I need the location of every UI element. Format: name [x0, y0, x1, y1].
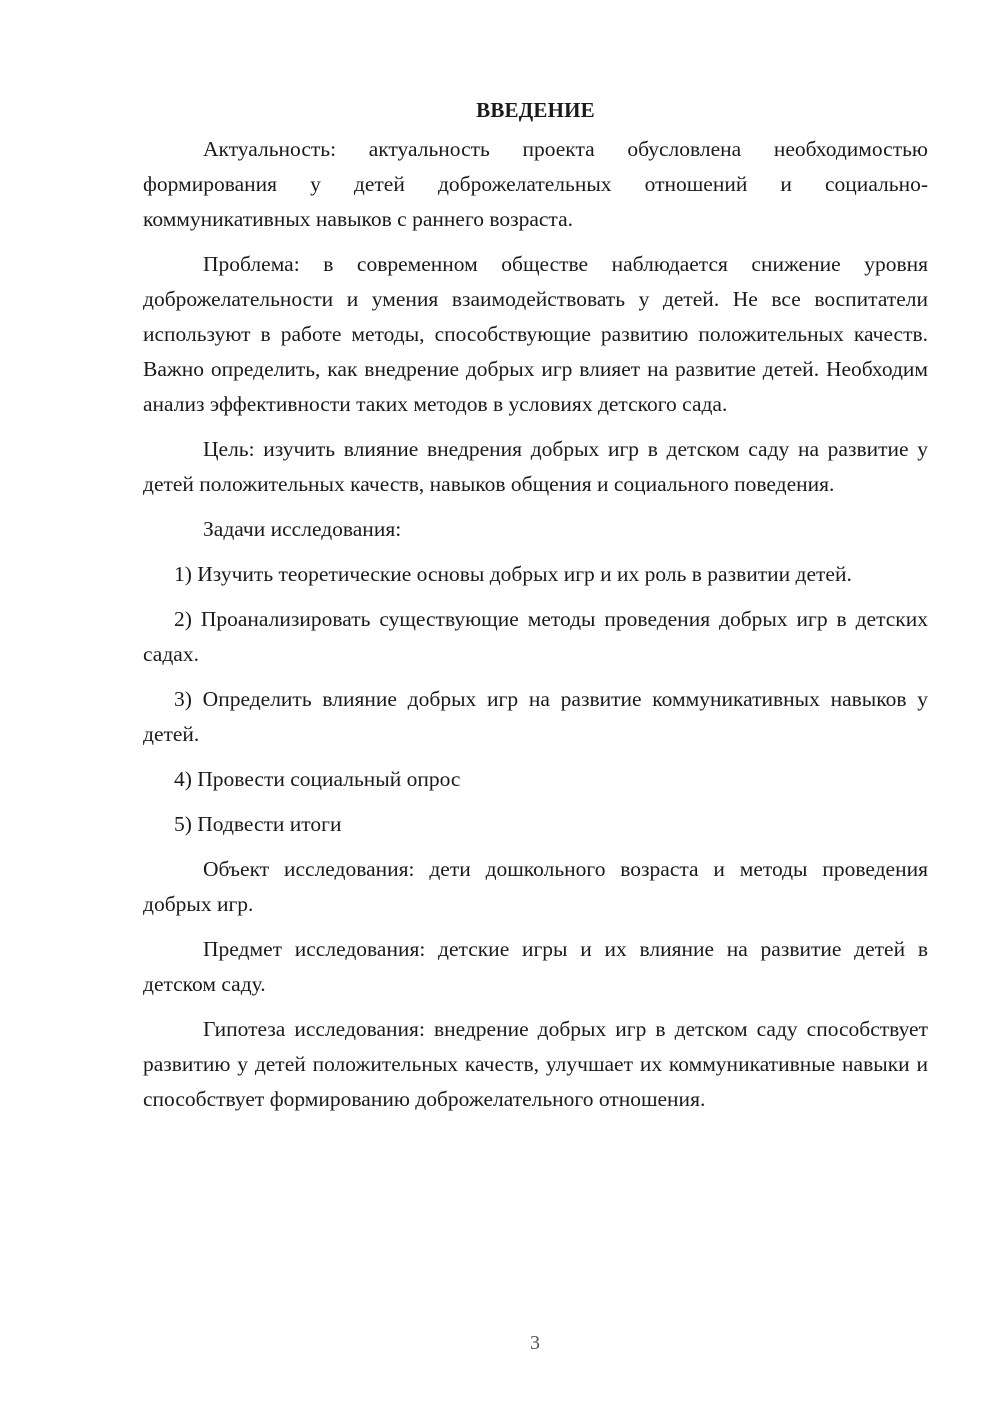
- paragraph-relevance: Актуальность: актуальность проекта обусловлена необходимостью формирования у детей доброжелательных отношений и социально-коммуникативных навыков с раннего возраста.: [143, 137, 928, 231]
- list-item-task-1: 1) Изучить теоретические основы добрых игр и их роль в развитии детей.: [174, 562, 852, 586]
- page-number: 3: [530, 1332, 540, 1354]
- paragraph-subject: Предмет исследования: детские игры и их влияние на развитие детей в детском саду.: [143, 937, 928, 996]
- list-item-task-3: 3) Определить влияние добрых игр на развитие коммуникативных навыков у детей.: [143, 687, 928, 746]
- list-item-task-2: 2) Проанализировать существующие методы проведения добрых игр в детских садах.: [143, 607, 928, 666]
- page-title: ВВЕДЕНИЕ: [476, 98, 595, 122]
- list-item-task-4: 4) Провести социальный опрос: [174, 767, 461, 791]
- paragraph-goal: Цель: изучить влияние внедрения добрых игр в детском саду на развитие у детей положительных качеств, навыков общения и социального поведения.: [143, 437, 928, 496]
- list-item-task-5: 5) Подвести итоги: [174, 812, 342, 836]
- paragraph-object: Объект исследования: дети дошкольного возраста и методы проведения добрых игр.: [143, 857, 928, 916]
- tasks-heading: Задачи исследования:: [203, 517, 402, 541]
- page-content: [143, 94, 928, 1117]
- paragraph-hypothesis: Гипотеза исследования: внедрение добрых игр в детском саду способствует развитию у детей положительных качеств, улучшает их коммуникативные навыки и способствует формированию доброжелательного отношения.: [143, 1017, 928, 1111]
- paragraph-problem: Проблема: в современном обществе наблюдается снижение уровня доброжелательности и умения взаимодействовать у детей. Не все воспитатели используют в работе методы, способствующие развитию положительных качеств. Важно определить, как внедрение добрых игр влияет на развитие детей. Необходим анализ эффективности таких методов в условиях детского сада.: [143, 252, 928, 416]
